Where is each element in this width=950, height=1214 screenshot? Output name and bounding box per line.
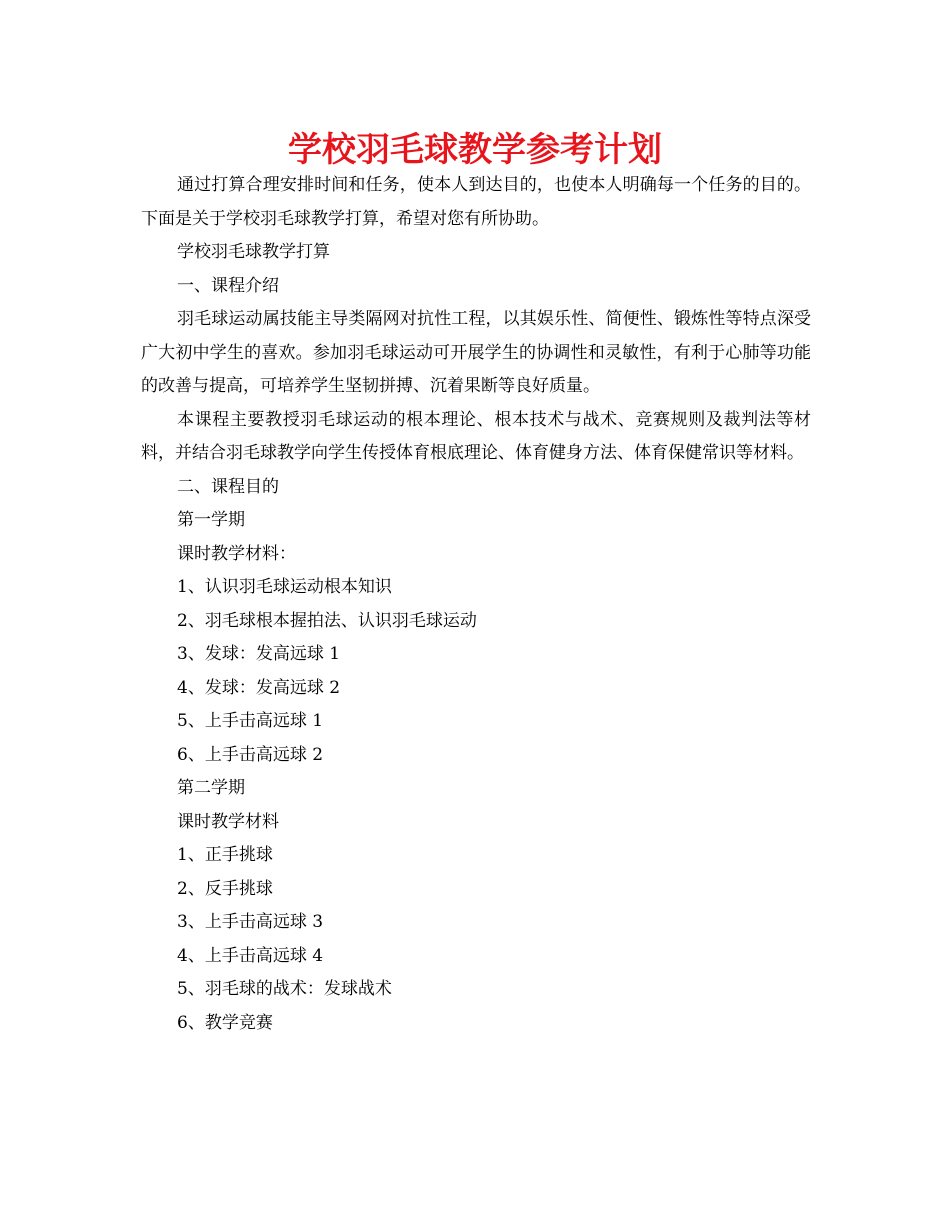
- term-1-materials-label: 课时教学材料：: [177, 543, 296, 564]
- term-2-list-item: 3、上手击高远球 3: [177, 912, 324, 932]
- term-1-list-item: 1、认识羽毛球运动根本知识: [177, 577, 392, 597]
- section-heading-course-goals: 二、课程目的: [177, 476, 279, 497]
- document-body: [141, 169, 811, 1040]
- term-2-heading: 第二学期: [177, 778, 245, 798]
- term-2-list-item: 6、教学竞赛: [177, 1012, 273, 1033]
- subtitle-line: 学校羽毛球教学打算: [177, 242, 330, 262]
- term-1-list-item: 5、上手击高远球 1: [177, 711, 324, 731]
- course-intro-paragraph-2: 本课程主要教授羽毛球运动的根本理论、根本技术与战术、竞赛规则及裁判法等材料，并结合羽毛球教学向学生传授体育根底理论、体育健身方法、体育保健常识等材料。: [141, 409, 811, 463]
- page-title: 学校羽毛球教学参考计划: [288, 130, 662, 170]
- course-intro-paragraph-1: 羽毛球运动属技能主导类隔网对抗性工程，以其娱乐性、简便性、锻炼性等特点深受广大初中学生的喜欢。参加羽毛球运动可开展学生的协调性和灵敏性，有利于心肺等功能的改善与提高，可培养学生坚韧拼搏、沉着果断等良好质量。: [141, 309, 811, 396]
- term-1-heading: 第一学期: [177, 510, 245, 530]
- term-1-list-item: 6、上手击高远球 2: [177, 744, 324, 765]
- term-1-list-item: 4、发球：发高远球 2: [177, 677, 341, 698]
- term-1-list-item: 2、羽毛球根本握拍法、认识羽毛球运动: [177, 610, 477, 631]
- term-1-list-item: 3、发球：发高远球 1: [177, 644, 341, 664]
- term-2-materials-label: 课时教学材料: [177, 811, 279, 832]
- term-2-list-item: 5、羽毛球的战术：发球战术: [177, 979, 392, 999]
- term-2-list-item: 1、正手挑球: [177, 845, 273, 865]
- term-2-list-item: 2、反手挑球: [177, 878, 273, 899]
- term-2-list-item: 4、上手击高远球 4: [177, 945, 324, 966]
- section-heading-course-intro: 一、课程介绍: [177, 275, 279, 296]
- intro-paragraph: 通过打算合理安排时间和任务，使本人到达目的，也使本人明确每一个任务的目的。下面是关于学校羽毛球教学打算，希望对您有所协助。: [141, 175, 811, 229]
